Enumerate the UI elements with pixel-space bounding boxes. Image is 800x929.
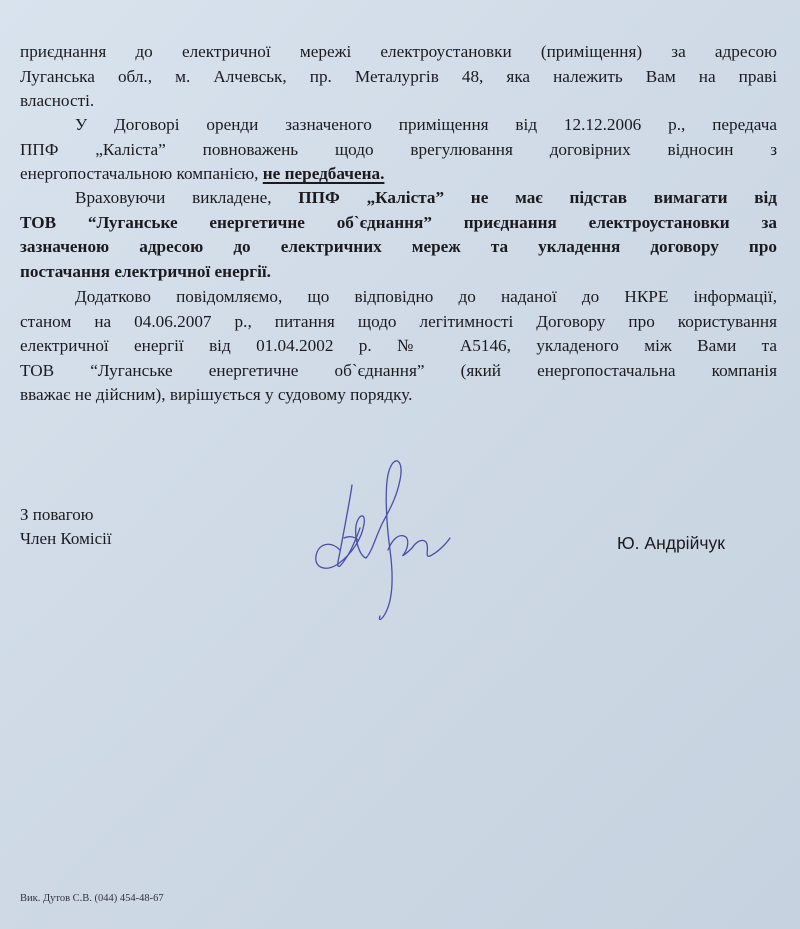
emphasis-not-provided: не передбачена.	[262, 164, 385, 184]
bold-segment: постачання електричної енергії.	[20, 261, 271, 281]
text-line: Додатково повідомляємо, що відповідно до наданої до НКРЕ інформації,	[75, 287, 777, 306]
text-line	[20, 235, 777, 260]
text-segment: Враховуючи викладене,	[75, 188, 299, 207]
text-line	[20, 162, 777, 187]
closing-regards: З повагою	[20, 505, 94, 524]
closing-block	[20, 503, 112, 551]
paragraph-connection-address	[20, 40, 777, 114]
handwritten-signature	[300, 440, 460, 630]
text-segment: енергопостачальною компанією,	[20, 164, 263, 184]
bold-segment: ТОВ “Луганське енергетичне об`єднання” приєднання електроустановки за	[20, 212, 777, 232]
text-line: приєднання до електричної мережі електроустановки (приміщення) за адресою	[20, 42, 777, 61]
text-line: Луганська обл., м. Алчевськ, пр. Металургів 48, яка належить Вам на праві	[20, 66, 777, 86]
text-line	[20, 211, 777, 236]
closing-position: Член Комісії	[20, 529, 112, 548]
bold-segment: зазначеною адресою до електричних мереж та укладення договору про	[20, 237, 777, 257]
text-line: У Договорі оренди зазначеного приміщення від 12.12.2006 р., передача	[75, 115, 777, 134]
text-line: ТОВ “Луганське енергетичне об`єднання” (який енергопостачальна компанія	[20, 360, 777, 380]
text-line	[20, 186, 777, 211]
text-line: ППФ „Каліста” повноважень щодо врегулювання договірних відносин з	[20, 139, 777, 159]
text-line: вважає не дійсним), вирішується у судовому порядку.	[20, 385, 413, 405]
signer-name: Ю. Андрійчук	[617, 533, 725, 553]
bold-segment: ППФ „Каліста” не має підстав вимагати від	[298, 188, 777, 207]
text-line: електричної енергії від 01.04.2002 р. № А5146, укладеного між Вами та	[20, 336, 777, 356]
paragraph-conclusion	[20, 186, 777, 284]
paragraph-additional-info	[20, 285, 777, 408]
text-line: власності.	[20, 91, 95, 111]
paragraph-lease-agreement	[20, 113, 777, 187]
text-line	[20, 260, 777, 285]
executor-contact: Вик. Дутов С.В. (044) 454-48-67	[20, 893, 164, 904]
text-line: станом на 04.06.2007 р., питання щодо легітимності Договору про користування	[20, 311, 777, 331]
